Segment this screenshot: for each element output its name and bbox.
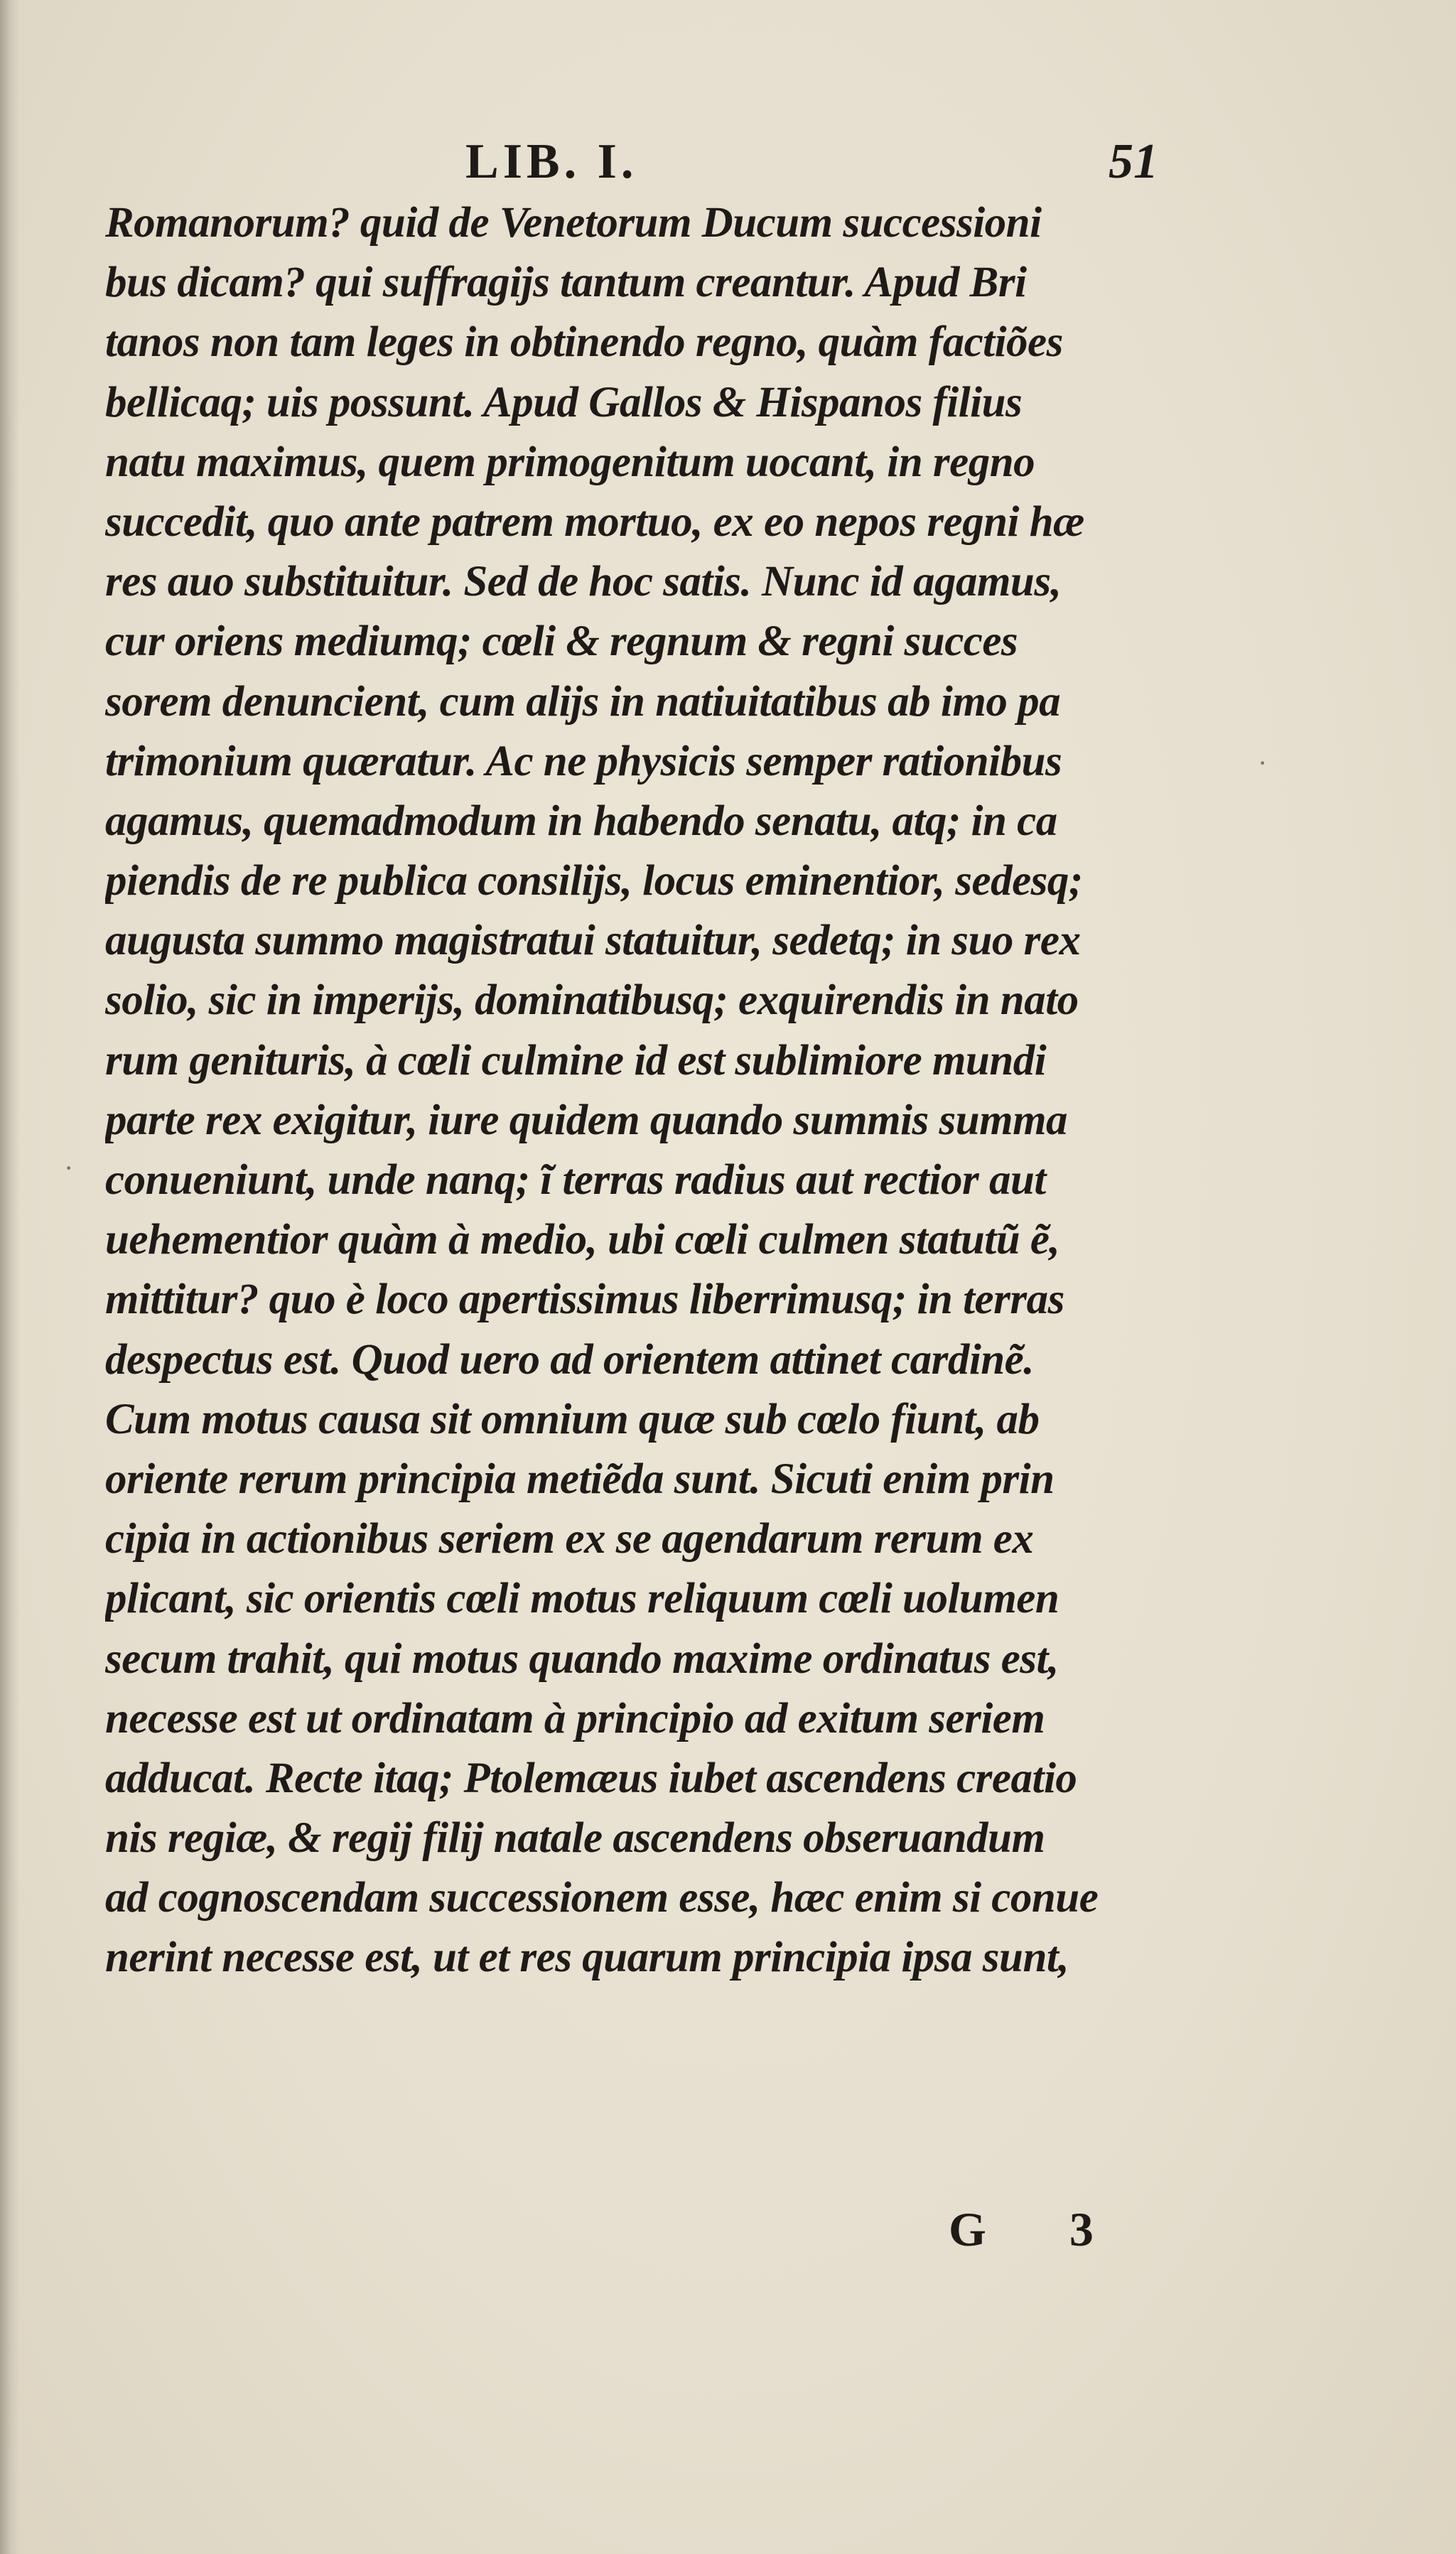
text-line: solio, sic in imperijs, dominatibusq; exquirendis in nato [105, 976, 1079, 1025]
text-line: cur oriens mediumq; cœli & regnum & regni succes [105, 618, 1018, 666]
margin-speck: · [1258, 747, 1268, 779]
text-line: augusta summo magistratui statuitur, sedetq; in suo rex [105, 917, 1081, 965]
text-line: nis regiæ, & regij filij natale ascendens obseruandum [105, 1814, 1045, 1863]
text-line: ad cognoscendam successionem esse, hæc enim si conue [105, 1874, 1099, 1922]
text-line: sorem denuncient, cum alijs in natiuitatibus ab imo pa [105, 677, 1061, 726]
text-line: piendis de re publica consilijs, locus eminentior, sedesq; [105, 857, 1083, 905]
text-line: nerint necesse est, ut et res quarum principia ipsa sunt, [105, 1934, 1069, 1982]
text-line: trimonium quæratur. Ac ne physicis semper rationibus [105, 737, 1062, 785]
text-line: Cum motus causa sit omnium quæ sub cœlo fiunt, ab [105, 1395, 1040, 1443]
text-line: cipia in actionibus seriem ex se agendarum rerum ex [105, 1515, 1034, 1563]
running-head: LIB. I. [465, 134, 638, 189]
text-line: agamus, quemadmodum in habendo senatu, atq; in ca [105, 797, 1057, 845]
text-line: conueniunt, unde nanq; ĩ terras radius aut rectior aut [105, 1156, 1046, 1204]
text-line: bus dicam? qui suffragijs tantum creantur. Apud Bri [105, 259, 1027, 307]
text-line: plicant, sic orientis cœli motus reliquum cœli uolumen [105, 1575, 1059, 1623]
text-line: secum trahit, qui motus quando maxime ordinatus est, [105, 1634, 1059, 1683]
text-line: tanos non tam leges in obtinendo regno, quàm factiões [105, 318, 1063, 367]
text-line: adducat. Recte itaq; Ptolemæus iubet ascendens creatio [105, 1754, 1077, 1802]
text-line: succedit, quo ante patrem mortuo, ex eo nepos regni hæ [105, 497, 1084, 546]
signature-mark: G 3 [949, 2202, 1129, 2256]
text-line: Romanorum? quid de Venetorum Ducum successioni [105, 199, 1042, 247]
folio-number: 51 [1109, 134, 1158, 189]
text-line: mittitur? quo è loco apertissimus liberrimusq; in terras [105, 1276, 1064, 1324]
text-line: res auo substituitur. Sed de hoc satis. Nunc id agamus, [105, 558, 1062, 606]
margin-speck: · [64, 1152, 74, 1184]
text-line: uehementior quàm à medio, ubi cœli culmen statutũ ẽ, [105, 1216, 1060, 1264]
text-line: natu maximus, quem primogenitum uocant, in regno [105, 438, 1035, 486]
text-line: parte rex exigitur, iure quidem quando summis summa [105, 1096, 1068, 1144]
text-line: bellicaq; uis possunt. Apud Gallos & Hispanos filius [105, 378, 1023, 426]
body-text [105, 193, 1242, 1988]
text-line: despectus est. Quod uero ad orientem attinet cardinẽ. [105, 1335, 1035, 1384]
text-line: rum genituris, à cœli culmine id est sublimiore mundi [105, 1036, 1047, 1084]
text-line: necesse est ut ordinatam à principio ad exitum seriem [105, 1694, 1045, 1742]
gutter-shadow [0, 0, 20, 2554]
text-line: oriente rerum principia metiẽda sunt. Sicuti enim prin [105, 1455, 1055, 1503]
